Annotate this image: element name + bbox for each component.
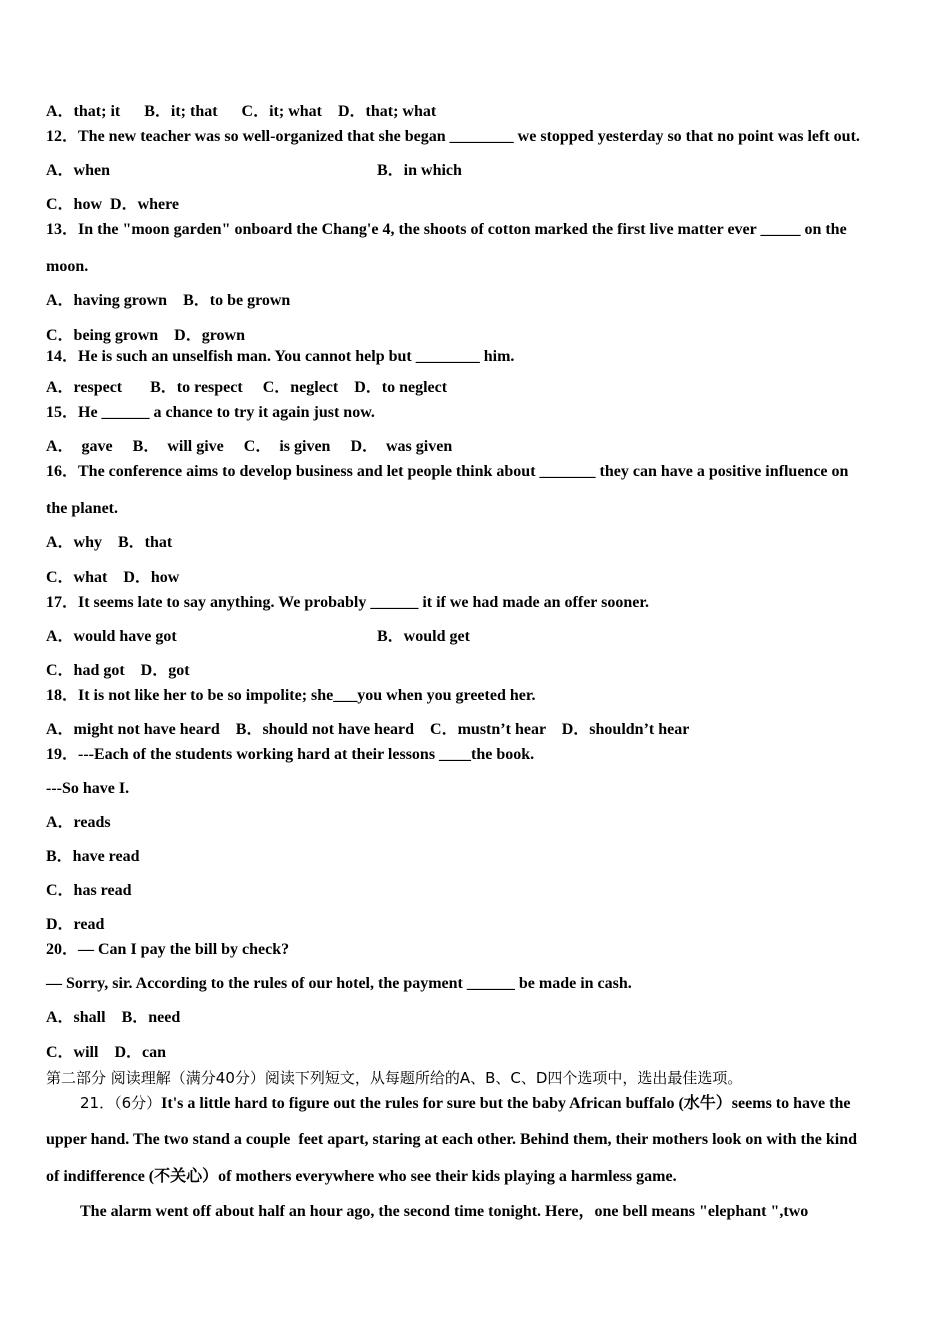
q20-option-cd: C．will D．can [46,1044,167,1061]
q13-option-cd: C．being grown D．grown [46,327,245,344]
q21-line1-text: It's a little hard to figure out the rules for sure but the baby African buffalo (水牛）seems to have the [161,1095,851,1112]
q19-stem: 19．---Each of the students working hard at their lessons ____the book. [46,746,535,763]
q17-stem: 17．It seems late to say anything. We probably ______ it if we had made an offer sooner. [46,594,649,611]
q13-option-ab: A．having grown B．to be grown [46,292,291,309]
q19-option-d: D．read [46,916,105,933]
q21-line4: The alarm went off about half an hour ago, the second time tonight. Here，one bell means "elephant ",two [80,1203,809,1220]
q12-option-cd: C．how D．where [46,196,180,213]
q19-reply: ---So have I. [46,780,130,797]
q19-option-b: B．have read [46,848,140,865]
q12-stem: 12．The new teacher was so well-organized that she began ________ we stopped yesterday so that no point was left out. [46,128,860,145]
q16-option-ab: A．why B．that [46,534,173,551]
q12-option-a: A．when [46,162,111,179]
q15-stem: 15．He ______ a chance to try it again just now. [46,404,375,421]
q21-line3: of indifference (不关心）of mothers everywhere who see their kids playing a harmless game. [46,1168,677,1185]
section2-heading: 第二部分 阅读理解（满分40分）阅读下列短文，从每题所给的A、B、C、D四个选项中，选出最佳选项。 [46,1069,743,1087]
q21-number: 21．（6分） [80,1094,162,1112]
q16-stem-line2: the planet. [46,500,118,517]
q17-option-a: A．would have got [46,628,177,645]
q16-option-cd: C．what D．how [46,569,180,586]
q16-stem-line1: 16．The conference aims to develop business and let people think about _______ they can have a positive influence on [46,463,849,480]
q19-option-c: C．has read [46,882,132,899]
q18-options: A．might not have heard B．should not have heard C．mustn’t hear D．shouldn’t hear [46,721,690,738]
q20-option-ab: A．shall B．need [46,1009,181,1026]
q17-option-cd: C．had got D．got [46,662,190,679]
q14-options: A．respect B．to respect C．neglect D．to neglect [46,379,448,396]
q13-stem-line1: 13．In the "moon garden" onboard the Chang'e 4, the shoots of cotton marked the first live matter ever _____ on the [46,221,847,238]
q20-reply: — Sorry, sir. According to the rules of our hotel, the payment ______ be made in cash. [46,975,632,992]
q19-option-a: A．reads [46,814,111,831]
q20-stem: 20．— Can I pay the bill by check? [46,941,290,958]
q21-line2: upper hand. The two stand a couple feet apart, staring at each other. Behind them, their mothers look on with the kind [46,1131,858,1148]
q17-option-b: B．would get [377,628,470,645]
q13-stem-line2: moon. [46,258,89,275]
q12-option-b: B．in which [377,162,462,179]
q21-line1 [80,1093,850,1114]
q15-options: A． gave B． will give C． is given D． was given [46,438,453,455]
q14-stem: 14．He is such an unselfish man. You cannot help but ________ him. [46,348,515,365]
q18-stem: 18．It is not like her to be so impolite; she___you when you greeted her. [46,687,536,704]
q11-options: A．that; it B．it; that C．it; what D．that; what [46,103,437,120]
